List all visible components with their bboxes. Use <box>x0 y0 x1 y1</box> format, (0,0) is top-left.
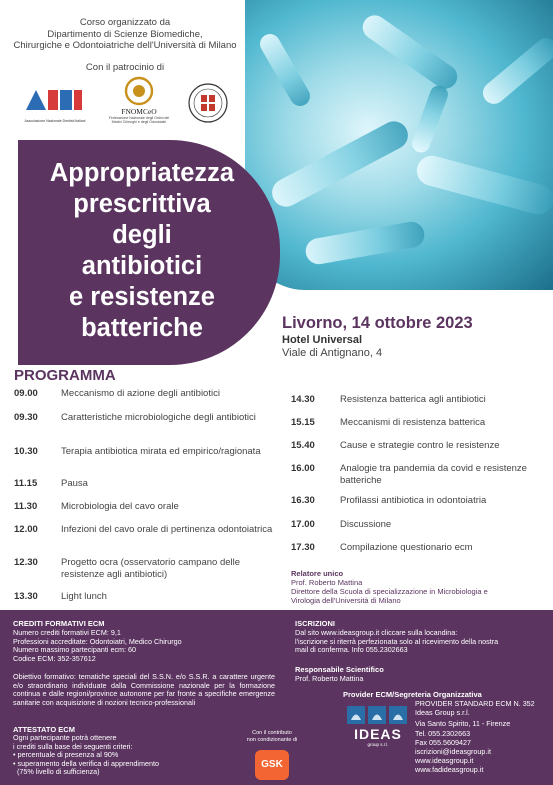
programme-desc: Meccanismo di azione degli antibiotici <box>61 388 220 399</box>
provider-website[interactable]: www.ideasgroup.it <box>415 756 474 765</box>
title-line5: e resistenze <box>68 283 215 311</box>
contributo-line1: Con il contributo <box>252 730 292 736</box>
programme-desc: Terapia antibiotica mirata ed empirico/ragionata <box>61 446 261 457</box>
provider-line: Tel. 055.2302663 <box>415 729 471 738</box>
crediti-line: Numero crediti formativi ECM: 9,1 <box>13 628 121 637</box>
event-address: Viale di Antignano, 4 <box>282 347 383 359</box>
contributo-line2: non condizionante di <box>246 736 298 743</box>
crediti-line: Professioni accreditate: Odontoiatri, Medico Chirurgo <box>13 636 182 646</box>
obiettivo-formativo: Obiettivo formativo: tematiche speciali del S.S.N. e/o S.S.R. a carattere urgente e/o straordinario individuate dalla Commissione nazionale per la formazione continua e dalle regioni/province autonome per far fronte a specifiche emergenze sanitarie con acquisizione di nozioni tecnico-professionali <box>13 672 275 707</box>
fnomceo-name: FNOMCeO <box>121 107 157 116</box>
programme-time: 11.30 <box>14 501 38 512</box>
attestato-heading: ATTESTATO ECM <box>13 725 75 734</box>
crediti-heading: CREDITI FORMATIVI ECM <box>13 619 105 628</box>
crediti-line: Numero massimo partecipanti ecm: 60 <box>13 645 137 654</box>
course-title <box>18 158 266 344</box>
programme-time: 09.30 <box>14 412 38 423</box>
contributo-label <box>240 730 304 743</box>
programme-time: 15.40 <box>291 440 315 451</box>
programme-time: 15.15 <box>291 417 315 428</box>
programme-desc: Cause e strategie contro le resistenze <box>340 440 500 451</box>
programme-time: 11.15 <box>14 478 38 489</box>
provider-heading: Provider ECM/Segreteria Organizzativa <box>343 690 482 699</box>
event-venue: Hotel Universal <box>282 334 363 346</box>
programme-desc: Microbiologia del cavo orale <box>61 501 179 512</box>
andi-logo-text: Associazione Nazionale Dentisti Italiani <box>24 119 86 123</box>
attestato-line: (75% livello di sufficienza) <box>13 767 100 776</box>
programme-time: 09.00 <box>14 388 38 399</box>
iscrizioni-line: l'iscrizione si riterrà perfezionata solo al ricevimento della nostra <box>295 636 499 646</box>
programme-time: 13.30 <box>14 591 38 602</box>
provider-email[interactable]: iscrizioni@ideasgroup.it <box>415 747 492 756</box>
responsabile-heading: Responsabile Scientifico <box>295 665 384 674</box>
relatore-heading: Relatore unico <box>291 569 344 578</box>
fnomceo-sub: Federazione Nazionale degli Ordini dei Medici Chirurghi e degli Odontoiatri <box>108 116 170 124</box>
attestato-line: i crediti sulla base dei seguenti criteri: <box>13 741 133 751</box>
title-line3: degli <box>112 221 172 249</box>
footer-panel <box>0 610 553 785</box>
provider-line: Ideas Group s.r.l. <box>415 708 470 717</box>
programme-desc: Resistenza batterica agli antibiotici <box>340 394 486 405</box>
relatore-role-line1: Direttore della Scuola di specializzazione in Microbiologia e <box>291 587 488 596</box>
programme-desc: Pausa <box>61 478 88 489</box>
programme-desc: Profilassi antibiotica in odontoiatria <box>340 495 487 506</box>
ideas-logo-sub: group s.r.l. <box>367 742 389 747</box>
department-line1: Dipartimento di Scienze Biomediche, <box>47 29 203 40</box>
department-line2: Chirurgiche e Odontoiatriche dell'Università di Milano <box>13 40 237 51</box>
programme-desc: Compilazione questionario ecm <box>340 542 473 553</box>
attestato-line: Ogni partecipante potrà ottenere <box>13 733 117 742</box>
title-line4: antibiotici <box>81 252 203 280</box>
programme-time: 10.30 <box>14 446 38 457</box>
provider-fad-website[interactable]: www.fadideasgroup.it <box>415 765 484 774</box>
provider-line: Fax 055.5609427 <box>415 738 471 747</box>
gsk-logo: GSK <box>255 750 289 780</box>
event-date: Livorno, 14 ottobre 2023 <box>282 314 473 332</box>
attestato-line: • superamento della verifica di apprendimento <box>13 758 159 768</box>
iscrizioni-line: mail di conferma. Info 055.2302663 <box>295 645 408 654</box>
title-panel <box>18 140 280 365</box>
bacteria-hero-image <box>245 0 553 290</box>
programme-time: 14.30 <box>291 394 315 405</box>
programme-desc: Caratteristiche microbiologiche degli antibiotici <box>61 412 256 423</box>
programme-desc: Meccanismi di resistenza batterica <box>340 417 486 428</box>
programme-desc: Analogie tra pandemia da covid e resistenze batteriche <box>340 463 527 486</box>
attestato-line: • percentuale di presenza al 90% <box>13 750 119 759</box>
programme-time: 16.00 <box>291 463 315 474</box>
ideas-logo-text: IDEAS <box>354 726 402 742</box>
responsabile-name: Prof. Roberto Mattina <box>295 674 364 683</box>
programme-time: 12.00 <box>14 524 38 535</box>
crediti-line: Codice ECM: 352-357612 <box>13 653 96 663</box>
title-line1: Appropriatezza <box>49 159 235 187</box>
programme-time: 12.30 <box>14 557 38 568</box>
programme-time: 16.30 <box>291 495 315 506</box>
university-seal-logo <box>187 82 229 124</box>
relatore-name: Prof. Roberto Mattina <box>291 578 363 587</box>
andi-logo <box>22 86 88 126</box>
provider-line: PROVIDER STANDARD ECM N. 352 <box>415 699 535 708</box>
programme-time: 17.30 <box>291 542 315 553</box>
programme-desc: Infezioni del cavo orale di pertinenza odontoiatrica <box>61 524 273 535</box>
provider-line: Via Santo Spirito, 11 - Firenze <box>415 719 511 728</box>
title-line6: batteriche <box>81 314 203 342</box>
title-line2: prescrittiva <box>73 190 211 218</box>
programma-heading: PROGRAMMA <box>14 367 116 384</box>
iscrizioni-heading: ISCRIZIONI <box>295 619 336 628</box>
relatore-role-line2: Virologia dell'Università di Milano <box>291 596 401 605</box>
organized-by: Corso organizzato da <box>79 17 171 28</box>
patronage-label: Con il patrocinio di <box>85 62 165 73</box>
fnomceo-logo <box>105 76 173 136</box>
iscrizioni-line: Dal sito www.ideasgroup.it cliccare sulla locandina: <box>295 628 458 637</box>
programme-desc: Discussione <box>340 519 392 530</box>
ideas-logo <box>345 704 411 760</box>
programme-time: 17.00 <box>291 519 315 530</box>
programme-desc: Light lunch <box>61 591 107 602</box>
programme-desc: Progetto ocra (osservatorio campano delle resistenze agli antibiotici) <box>61 557 241 580</box>
